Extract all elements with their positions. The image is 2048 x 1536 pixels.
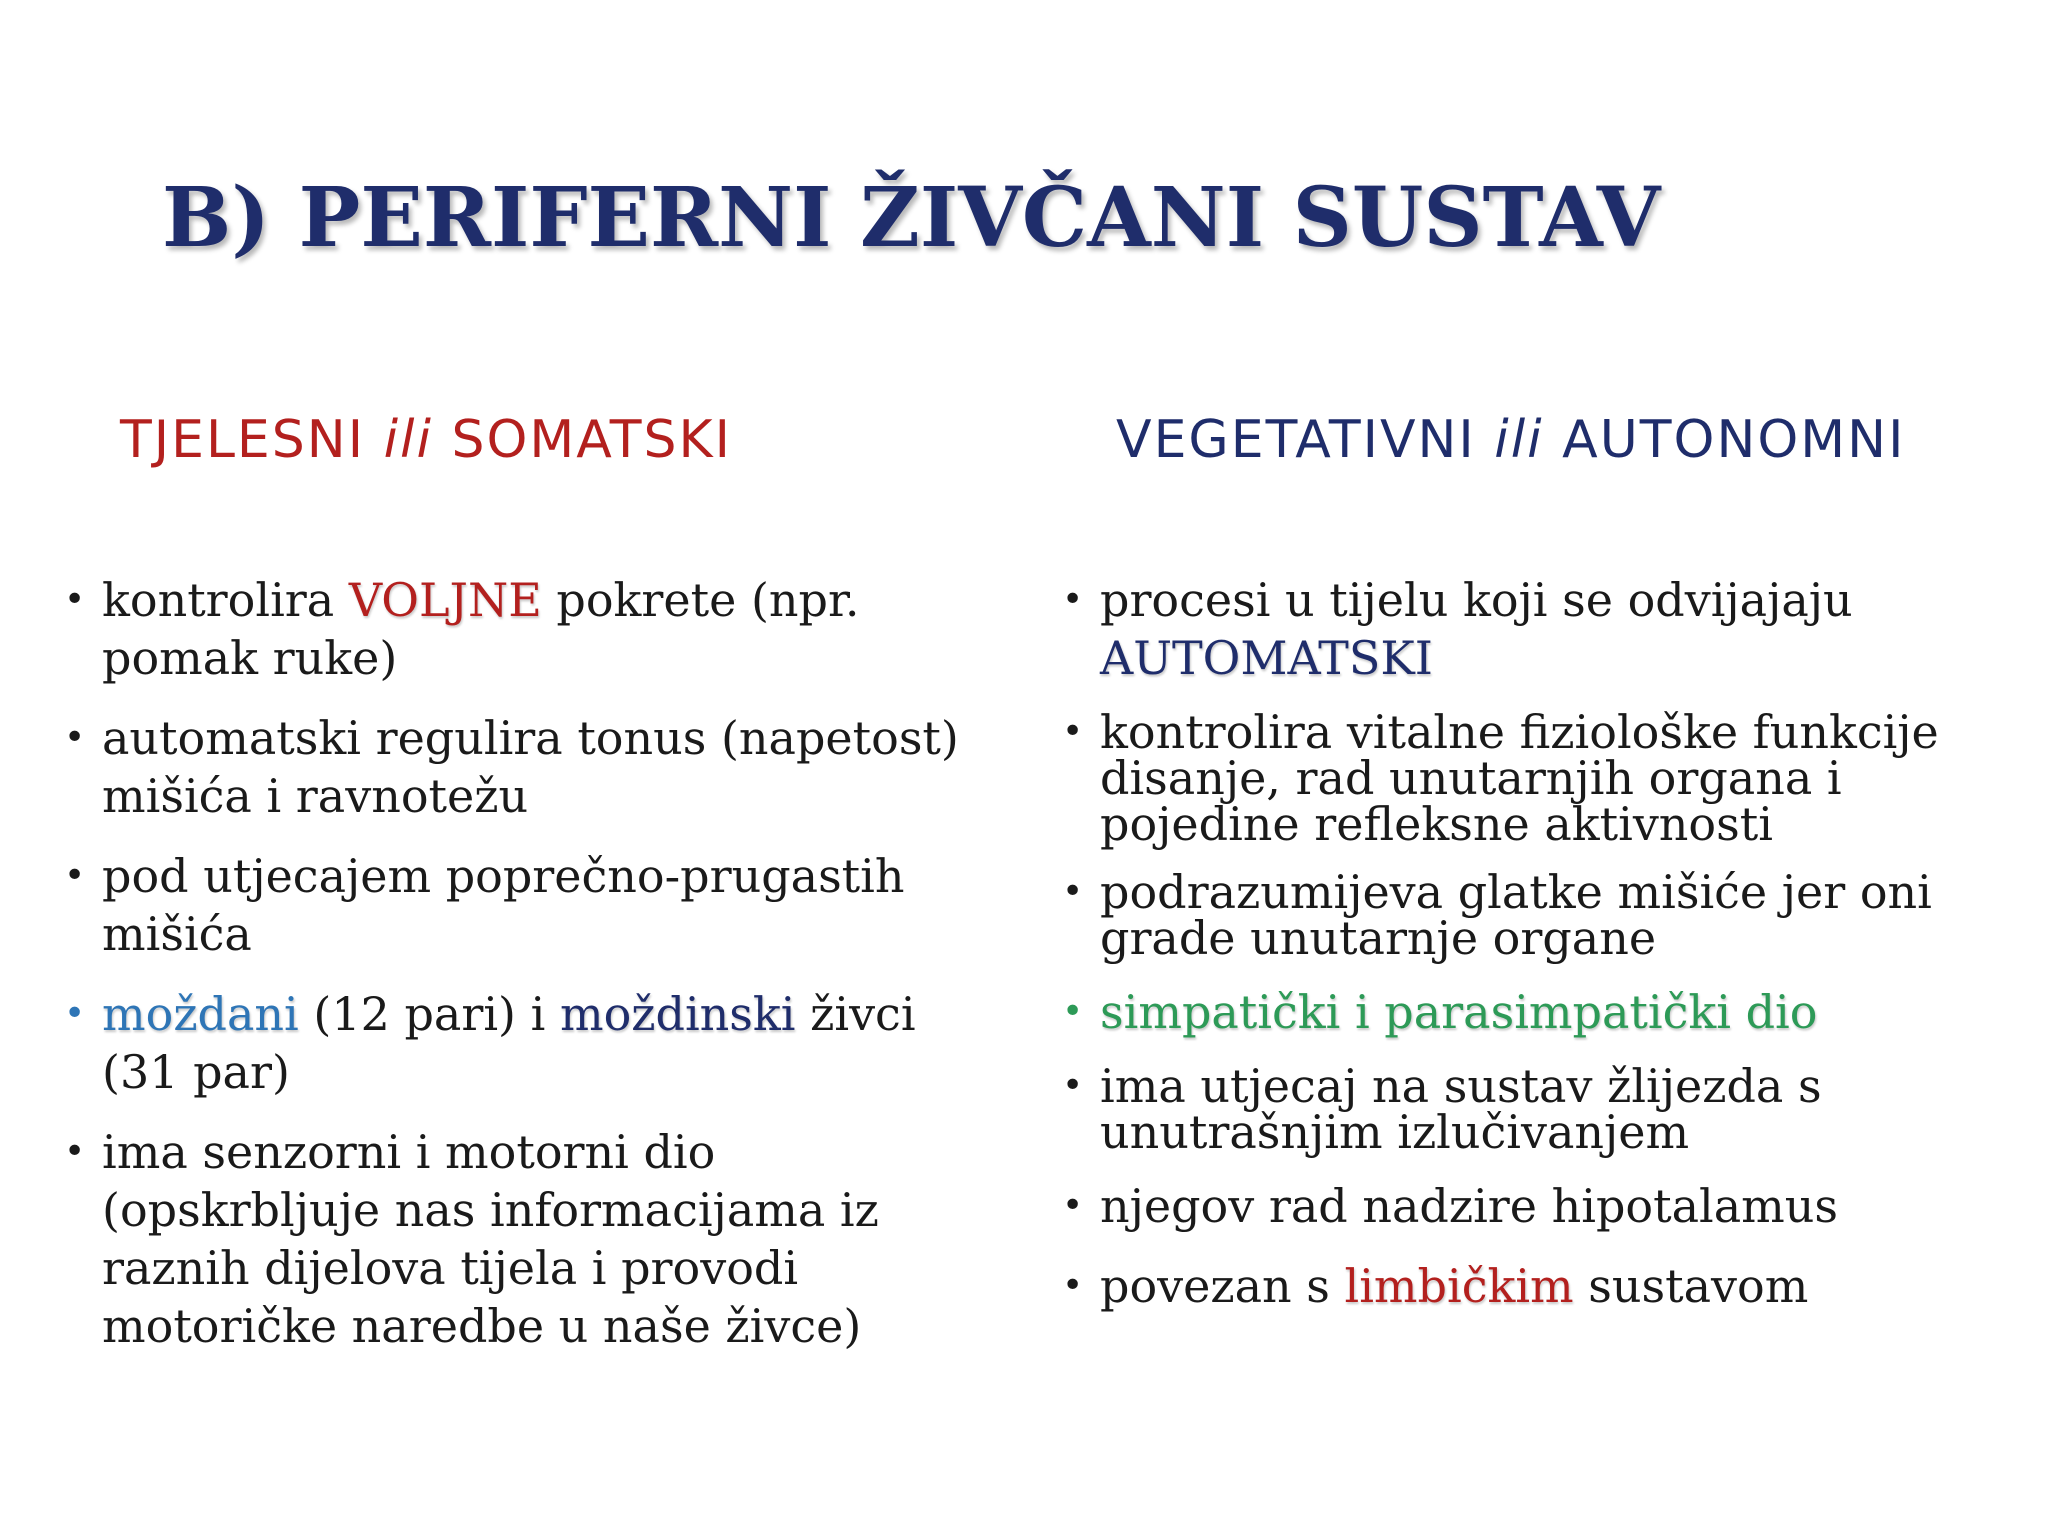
bullet-dot-icon: •	[1062, 991, 1084, 1032]
bullet-dot-icon: •	[1062, 871, 1084, 912]
autonomni-bullet-list	[1058, 571, 1998, 1337]
bullet-text-segment: ima senzorni i motorni dio (opskrbljuje nas informacijama iz raznih dijelova tijela i provodi motoričke naredbe u naše živce)	[102, 1125, 879, 1353]
bullet-dot-icon: •	[64, 993, 86, 1034]
heading-autonomni-part1: VEGETATIVNI	[1116, 410, 1476, 470]
bullet-dot-icon: •	[1062, 711, 1084, 752]
bullet-dot-icon: •	[1062, 1185, 1084, 1226]
bullet-text-segment: kontrolira vitalne fiziološke funkcije disanje, rad unutarnjih organa i pojedine refleksne aktivnosti	[1100, 705, 1939, 851]
bullet-item	[60, 847, 960, 963]
heading-autonomni	[1116, 410, 1905, 470]
heading-somatski-part2: ili	[383, 410, 433, 470]
bullet-item	[1058, 1177, 1998, 1235]
bullet-item	[60, 571, 960, 687]
bullet-dot-icon: •	[64, 1131, 86, 1172]
bullet-item	[1058, 865, 1998, 965]
somatski-bullet-list	[60, 571, 960, 1377]
bullet-dot-icon: •	[64, 717, 86, 758]
bullet-dot-icon: •	[64, 579, 86, 620]
bullet-dot-icon: •	[64, 855, 86, 896]
slide-title: B) PERIFERNI ŽIVČANI SUSTAV	[162, 170, 1661, 266]
bullet-text-segment: (12 pari) i	[298, 987, 560, 1041]
bullet-item	[1058, 983, 1998, 1041]
bullet-item	[1058, 1257, 1998, 1315]
bullet-item	[60, 1123, 960, 1355]
bullet-text-segment: simpatički i parasimpatički dio	[1100, 985, 1818, 1039]
bullet-text-segment: podrazumijeva glatke mišiće jer oni grade unutarnje organe	[1100, 865, 1932, 965]
bullet-dot-icon: •	[1062, 579, 1084, 620]
bullet-text-segment: moždani	[102, 987, 299, 1041]
bullet-text-segment: njegov rad nadzire hipotalamus	[1100, 1179, 1838, 1233]
bullet-text-segment: kontrolira	[102, 573, 349, 627]
bullet-dot-icon: •	[1062, 1265, 1084, 1306]
bullet-text-segment: AUTOMATSKI	[1100, 631, 1433, 685]
heading-somatski-part1: TJELESNI	[120, 410, 366, 470]
bullet-text-segment: limbičkim	[1344, 1259, 1574, 1313]
bullet-text-segment: moždinski	[559, 987, 796, 1041]
heading-somatski	[120, 410, 732, 470]
bullet-item	[1058, 1059, 1998, 1159]
bullet-text-segment: procesi u tijelu koji se odvijajaju	[1100, 573, 1853, 627]
bullet-item	[60, 709, 960, 825]
bullet-item	[60, 985, 960, 1101]
bullet-text-segment: povezan s	[1100, 1259, 1345, 1313]
heading-somatski-part3: SOMATSKI	[451, 410, 732, 470]
bullet-item	[1058, 705, 1998, 851]
heading-autonomni-part3: AUTONOMNI	[1562, 410, 1906, 470]
bullet-text-segment: VOLJNE	[348, 573, 542, 627]
bullet-text-segment: ima utjecaj na sustav žlijezda s unutrašnjim izlučivanjem	[1100, 1059, 1822, 1159]
bullet-dot-icon: •	[1062, 1065, 1084, 1106]
bullet-text-segment: pod utjecajem poprečno-prugastih mišića	[102, 849, 905, 961]
heading-autonomni-part2: ili	[1494, 410, 1544, 470]
bullet-text-segment: pokrete (npr. pomak ruke)	[102, 573, 860, 685]
bullet-text-segment: živci (31 par)	[102, 987, 916, 1099]
bullet-text-segment: automatski regulira tonus (napetost) mišića i ravnotežu	[102, 711, 959, 823]
bullet-item	[1058, 571, 1998, 687]
bullet-text-segment: sustavom	[1573, 1259, 1809, 1313]
